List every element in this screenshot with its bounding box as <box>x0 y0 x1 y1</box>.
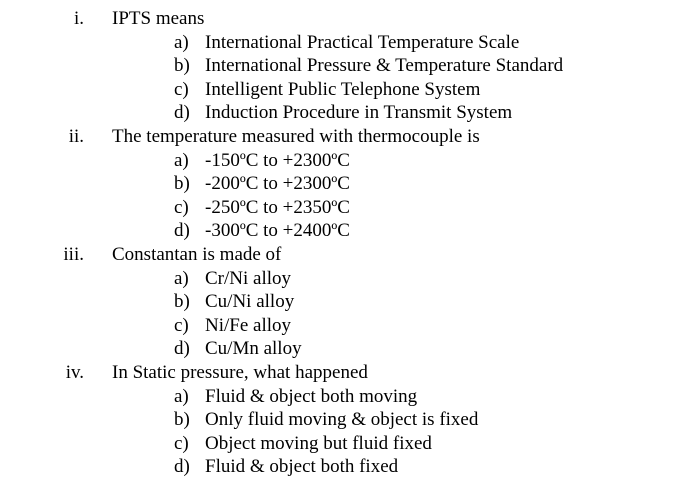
option-3c <box>0 314 700 338</box>
option-label: c) <box>174 196 189 218</box>
option-1d <box>0 101 700 125</box>
option-text: Cr/Ni alloy <box>205 267 292 289</box>
question-text: In Static pressure, what happened <box>112 361 368 383</box>
option-4c <box>0 432 700 456</box>
option-1b <box>0 54 700 78</box>
option-2d <box>0 219 700 243</box>
option-label: c) <box>174 314 189 336</box>
option-label: c) <box>174 78 189 100</box>
option-label: b) <box>174 173 190 195</box>
option-label: c) <box>174 432 189 454</box>
option-2b <box>0 172 700 196</box>
option-label: b) <box>174 409 190 431</box>
option-1c <box>0 78 700 102</box>
option-text: Cu/Mn alloy <box>205 338 302 360</box>
option-4d <box>0 455 700 479</box>
question-2 <box>0 125 700 149</box>
question-1 <box>0 7 700 31</box>
option-label: b) <box>174 291 190 313</box>
question-number: iv. <box>65 361 84 383</box>
option-label: b) <box>174 55 190 77</box>
question-text: The temperature measured with thermocouple is <box>112 125 480 147</box>
option-text: -250ºC to +2350ºC <box>205 196 350 218</box>
option-3d <box>0 337 700 361</box>
option-3b <box>0 290 700 314</box>
option-text: Fluid & object both fixed <box>205 456 399 478</box>
option-label: a) <box>174 385 189 407</box>
question-number: ii. <box>68 125 84 147</box>
option-text: Intelligent Public Telephone System <box>205 78 481 100</box>
option-text: Fluid & object both moving <box>205 385 418 407</box>
option-text: Object moving but fluid fixed <box>205 432 432 454</box>
question-text: IPTS means <box>112 8 205 29</box>
option-label: d) <box>174 102 190 124</box>
option-1a <box>0 31 700 55</box>
option-text: -300ºC to +2400ºC <box>205 220 350 242</box>
question-4 <box>0 361 700 385</box>
option-text: Cu/Ni alloy <box>205 291 295 313</box>
option-4a <box>0 385 700 409</box>
option-text: International Practical Temperature Scale <box>205 31 520 53</box>
option-label: d) <box>174 456 190 478</box>
option-text: Only fluid moving & object is fixed <box>205 409 479 431</box>
option-4b <box>0 408 700 432</box>
option-label: a) <box>174 149 189 171</box>
question-text: Constantan is made of <box>112 243 282 265</box>
question-number: i. <box>73 8 84 29</box>
option-label: d) <box>174 220 190 242</box>
option-2a <box>0 149 700 173</box>
option-text: -150ºC to +2300ºC <box>205 149 350 171</box>
question-number: iii. <box>63 243 84 265</box>
question-list <box>0 7 700 479</box>
option-3a <box>0 267 700 291</box>
option-text: International Pressure & Temperature Standard <box>205 55 564 77</box>
option-text: -200ºC to +2300ºC <box>205 173 350 195</box>
option-label: a) <box>174 31 189 53</box>
option-2c <box>0 196 700 220</box>
option-text: Induction Procedure in Transmit System <box>205 102 513 124</box>
option-text: Ni/Fe alloy <box>205 314 292 336</box>
option-label: d) <box>174 338 190 360</box>
question-3 <box>0 243 700 267</box>
option-label: a) <box>174 267 189 289</box>
